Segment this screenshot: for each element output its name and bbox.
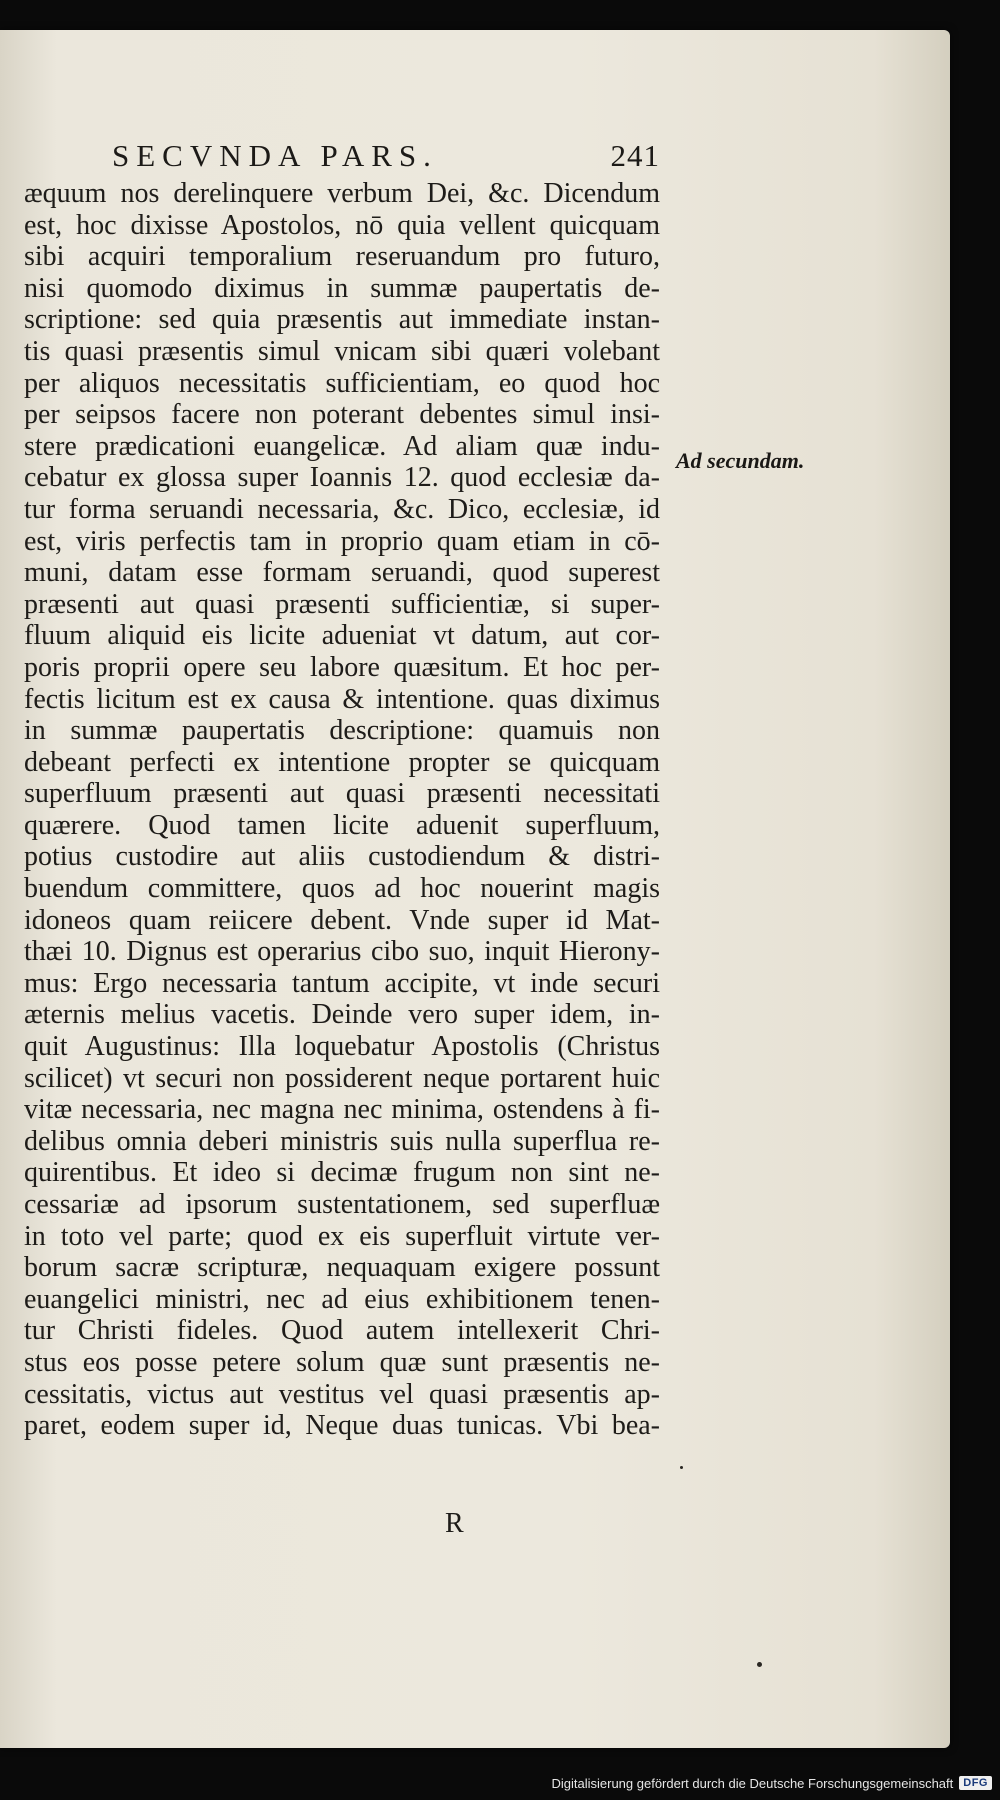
- footer-credit: [551, 1770, 992, 1796]
- ink-speck: [680, 1466, 683, 1469]
- text-line: euangelici ministri, nec ad eius exhibitionem tenen-: [24, 1283, 660, 1315]
- text-line: tis quasi præsentis simul vnicam sibi quæri volebant: [24, 335, 660, 367]
- page-number: 241: [610, 138, 660, 173]
- text-line: æternis melius vacetis. Deinde vero super idem, in-: [24, 999, 660, 1031]
- text-line: in toto vel parte; quod ex eis superfluit virtute ver-: [24, 1220, 660, 1252]
- signature-mark: R: [445, 1508, 464, 1539]
- body-text: [24, 178, 660, 1442]
- text-line: muni, datam esse formam seruandi, quod superest: [24, 557, 660, 589]
- text-line: per aliquos necessitatis sufficientiam, eo quod hoc: [24, 367, 660, 399]
- text-line: fluum aliquid eis licite adueniat vt datum, aut cor-: [24, 620, 660, 652]
- text-line: scriptione: sed quia præsentis aut immediate instan-: [24, 304, 660, 336]
- text-line: mus: Ergo necessaria tantum accipite, vt inde securi: [24, 967, 660, 999]
- text-line: thæi 10. Dignus est operarius cibo suo, inquit Hierony-: [24, 936, 660, 968]
- text-line: æquum nos derelinquere verbum Dei, &c. Dicendum: [24, 178, 660, 209]
- running-head-title: SECVNDA PARS.: [112, 138, 438, 173]
- text-line: potius custodire aut aliis custodiendum & distri-: [24, 841, 660, 873]
- text-line: superfluum præsenti aut quasi præsenti necessitati: [24, 778, 660, 810]
- text-line: stus eos posse petere solum quæ sunt præsentis ne-: [24, 1346, 660, 1378]
- text-line: cessariæ ad ipsorum sustentationem, sed superfluæ: [24, 1189, 660, 1220]
- text-line: quirentibus. Et ideo si decimæ frugum non sint ne-: [24, 1157, 660, 1189]
- text-line: buendum committere, quos ad hoc nouerint magis: [24, 873, 660, 905]
- text-line: vitæ necessaria, nec magna nec minima, ostendens à fi-: [24, 1094, 660, 1126]
- text-line: paret, eodem super id, Neque duas tunicas. Vbi bea-: [24, 1410, 660, 1442]
- text-line: est, hoc dixisse Apostolos, nō quia vellent quicquam: [24, 209, 660, 241]
- text-line: stere prædicationi euangelicæ. Ad aliam quæ indu-: [24, 430, 660, 462]
- text-line: cebatur ex glossa super Ioannis 12. quod ecclesiæ da-: [24, 462, 660, 494]
- text-line: est, viris perfectis tam in proprio quam etiam in cō-: [24, 525, 660, 557]
- text-line: idoneos quam reiicere debent. Vnde super id Mat-: [24, 904, 660, 936]
- text-line: per seipsos facere non poterant debentes simul insi-: [24, 399, 660, 431]
- text-line: tur Christi fideles. Quod autem intellexerit Chri-: [24, 1315, 660, 1347]
- marginal-note: Ad secundam.: [676, 448, 805, 473]
- text-line: quit Augustinus: Illa loquebatur Apostolis (Christus: [24, 1031, 660, 1063]
- dfg-logo: DFG: [959, 1776, 992, 1790]
- text-line: tur forma seruandi necessaria, &c. Dico, ecclesiæ, id: [24, 493, 660, 525]
- text-line: scilicet) vt securi non possiderent neque portarent huic: [24, 1062, 660, 1094]
- text-line: præsenti aut quasi præsenti sufficientiæ, si super-: [24, 588, 660, 620]
- text-line: nisi quomodo diximus in summæ paupertatis de-: [24, 272, 660, 304]
- text-line: debeant perfecti ex intentione propter se quicquam: [24, 746, 660, 778]
- text-line: in summæ paupertatis descriptione: quamuis non: [24, 715, 660, 747]
- text-line: quærere. Quod tamen licite aduenit superfluum,: [24, 809, 660, 841]
- ink-speck: [757, 1662, 762, 1667]
- text-line: cessitatis, victus aut vestitus vel quasi præsentis ap-: [24, 1378, 660, 1410]
- text-line: fectis licitum est ex causa & intentione. quas diximus: [24, 683, 660, 715]
- book-page: [0, 30, 950, 1748]
- text-line: sibi acquiri temporalium reseruandum pro futuro,: [24, 241, 660, 273]
- footer-text: Digitalisierung gefördert durch die Deutsche Forschungsgemeinschaft: [551, 1775, 954, 1791]
- text-line: poris proprii opere seu labore quæsitum. Et hoc per-: [24, 651, 660, 683]
- text-line: borum sacræ scripturæ, nequaquam exigere possunt: [24, 1252, 660, 1284]
- text-line: delibus omnia deberi ministris suis nulla superflua re-: [24, 1125, 660, 1157]
